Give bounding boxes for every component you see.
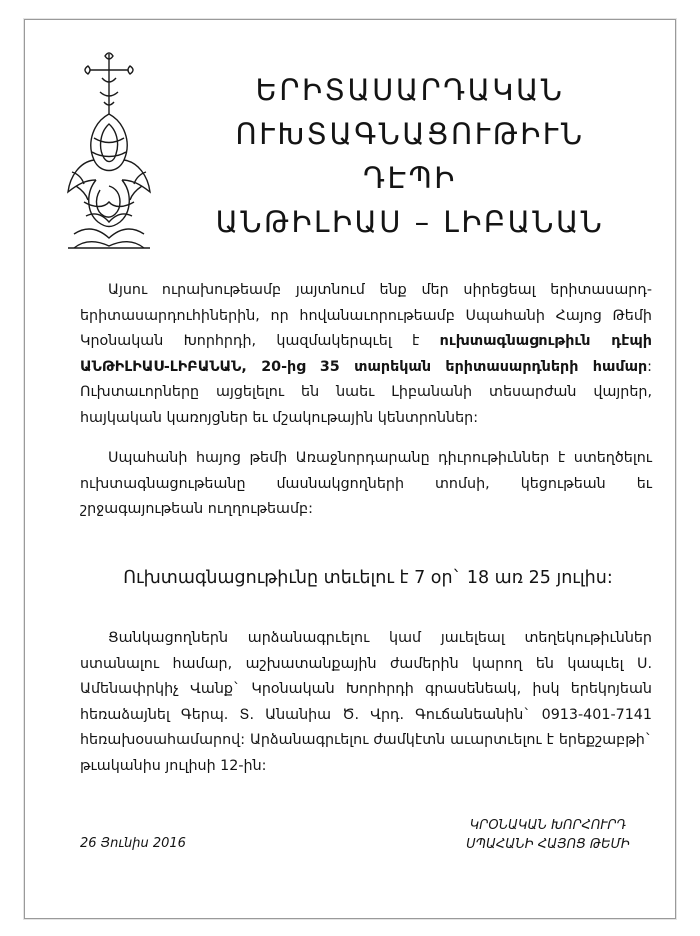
paragraph-3-text: Ցանկացողներն արձանագրւելու կամ յաւելեալ տեղեկութիւններ ստանալու համար, աշխատանքային ժամերին կարող են կապւել Ս. Ամենափրկիչ Վանք` Կրօնական Խորհրդի գրասենեակ, իսկ երեկոյեան հեռաձայնել Գերպ. Տ. Անանիա Ծ. Վրդ. Գուճանեանին` 0913-401-7141 հեռախօսահամարով: Արձանագրւելու ժամկէտն աւարտւելու է երեքշաբթի` թւականիս յուլիսի 12-ին: xyxy=(80,630,652,774)
document-date: 26 Յունիս 2016 xyxy=(80,836,186,851)
title-line-4: ԱՆԹԻԼԻԱՍ – ԼԻԲԱՆԱՆ xyxy=(215,205,605,239)
armenian-cross-icon xyxy=(64,52,154,252)
announcement-paragraph-1 xyxy=(80,278,652,431)
title-line-2: ՈՒԽՏԱԳՆԱՑՈՒԹԻՒՆ xyxy=(235,117,585,151)
signature-line-1: ԿՐՕՆԱԿԱՆ ԽՈՐՀՈՒՐԴ xyxy=(469,818,627,833)
paragraph-2-text: Սպահանի հայոց թեմի Առաջնորդարանը դիւրութիւններ է ստեղծելու ուխտագնացութեանը մասնակցողների տոմսի, կեցութեան եւ շրջագայութեան ուղղութեամբ: xyxy=(80,450,652,517)
title-line-3: ԴԷՊԻ xyxy=(363,161,457,195)
title-line-1: ԵՐԻՏԱՍԱՐԴԱԿԱՆ xyxy=(255,73,565,107)
pilgrimage-duration: Ուխտագնացութիւնը տեւելու է 7 օր` 18 առ 25 յուլիս: xyxy=(123,568,613,588)
paragraph-1-bold-text: ուխտագնացութիւն դէպի ԱՆԹԻԼԻԱՍ-ԼԻԲԱՆԱՆ, 20-ից 35 տարեկան երիտասարդների համար xyxy=(80,333,652,375)
announcement-paragraph-3 xyxy=(80,626,652,779)
paragraph-1-text-b: : Ուխտաւորները այցելելու են նաեւ Լիբանանի տեսարժան վայրեր, հայկական կառոյցներ եւ մշակութային կենտրոններ: xyxy=(80,358,652,426)
paragraph-1-text-a: Այսու ուրախութեամբ յայտնում ենք մեր սիրեցեալ երիտասարդ-երիտասարդուհիներին, որ հովանաւորութեամբ Սպահանի Հայոց Թեմի Կրօնական Խորհրդի, կազմակերպւել է xyxy=(80,282,652,349)
signature-block xyxy=(448,816,648,854)
signature-line-2: ՍՊԱՀԱՆԻ ՀԱՅՈՑ ԹԵՄԻ xyxy=(466,837,630,852)
title-block xyxy=(210,68,610,244)
announcement-paragraph-2 xyxy=(80,446,652,523)
